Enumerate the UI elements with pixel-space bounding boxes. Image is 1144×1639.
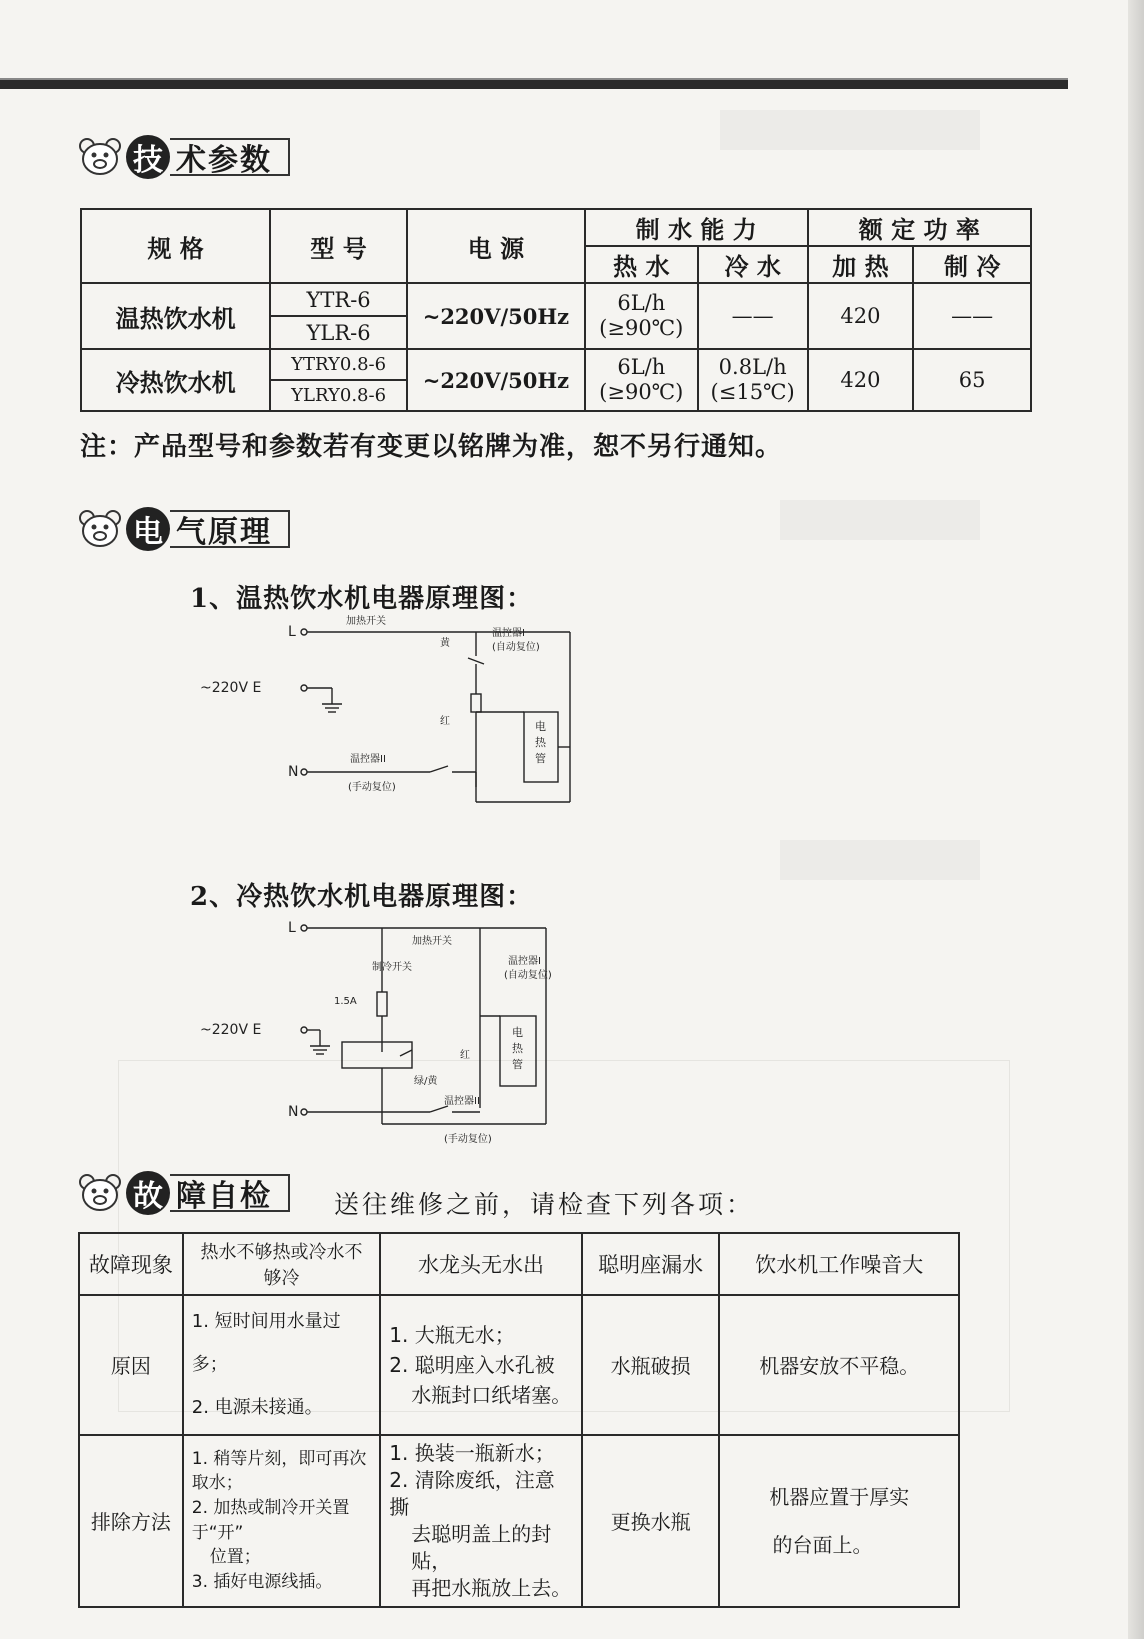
fault-header: 故障现象 xyxy=(79,1233,183,1295)
row-heat: 420 xyxy=(808,283,914,349)
row-model: YLRY0.8-6 xyxy=(270,380,407,411)
label-thermo2-manual: (手动复位) xyxy=(444,1134,492,1145)
label-thermo2-manual: (手动复位) xyxy=(348,782,396,793)
cause-item: 1. 短时间用水量过多； xyxy=(191,1311,341,1376)
cause-item: 水瓶封口纸堵塞。 xyxy=(411,1382,572,1407)
section-badge: 电 xyxy=(126,507,170,551)
label-heat-switch: 加热开关 xyxy=(412,936,452,947)
bleed-through-block xyxy=(780,840,980,880)
check-intro: 送往维修之前，请检查下列各项： xyxy=(334,1190,755,1219)
bear-mascot-icon xyxy=(78,137,122,177)
fix-item: 3. 插好电源线插。 xyxy=(191,1571,333,1592)
row-model: YLR-6 xyxy=(270,316,407,349)
label-tube: 管 xyxy=(512,1058,523,1071)
cause-cell xyxy=(380,1295,582,1435)
fix-item: 机器应置于厚实 xyxy=(769,1484,910,1509)
label-thermo1-auto: (自动复位) xyxy=(504,970,552,981)
label-tube: 管 xyxy=(535,752,546,765)
diagram1-title: 1、温热饮水机电器原理图： xyxy=(190,584,534,614)
header-cool: 制 冷 xyxy=(913,246,1031,283)
fix-item: 的台面上。 xyxy=(772,1532,873,1557)
row-cool: 65 xyxy=(913,349,1031,411)
bear-mascot-icon xyxy=(78,1173,122,1213)
cause-cell xyxy=(183,1295,381,1435)
label-yellow: 黄 xyxy=(440,638,450,649)
label-thermo2: 温控器II xyxy=(350,754,386,765)
label-L: L xyxy=(288,920,296,936)
hot-temp: (≥90℃) xyxy=(599,316,684,340)
top-rule xyxy=(0,80,1068,89)
section-badge: 技 xyxy=(126,135,170,179)
label-tube: 热 xyxy=(512,1042,523,1055)
row-hot xyxy=(585,349,698,411)
row-name: 冷热饮水机 xyxy=(81,349,270,411)
cause-cell: 机器安放不平稳。 xyxy=(719,1295,959,1435)
header-rated-power: 额 定 功 率 xyxy=(808,209,1031,246)
section-heading-elec xyxy=(78,506,290,552)
fix-item: 位置； xyxy=(209,1547,261,1568)
fix-label: 排除方法 xyxy=(79,1435,183,1607)
spec-table xyxy=(80,208,1032,412)
circuit-diagram-2 xyxy=(200,912,620,1152)
hot-rate: 6L/h xyxy=(617,290,666,315)
label-E: ~220V E xyxy=(200,1022,262,1038)
header-spec: 规 格 xyxy=(81,209,270,283)
cause-label: 原因 xyxy=(79,1295,183,1435)
label-fuse: 1.5A xyxy=(334,996,357,1007)
row-cold: —— xyxy=(698,283,808,349)
label-thermo1: 温控器I xyxy=(508,956,541,967)
section-heading-tech xyxy=(78,134,290,180)
label-tube: 电 xyxy=(512,1026,523,1039)
label-cool-switch: 制冷开关 xyxy=(372,962,412,973)
hot-rate: 6L/h xyxy=(617,354,666,379)
fault-header: 水龙头无水出 xyxy=(380,1233,582,1295)
row-model: YTR-6 xyxy=(270,283,407,316)
fix-item: 1. 稍等片刻，即可再次取水； xyxy=(191,1448,367,1494)
section-heading-fault xyxy=(78,1170,290,1216)
label-green-yellow: 绿/黄 xyxy=(414,1076,438,1087)
cold-rate: 0.8L/h xyxy=(718,354,787,379)
section-title: 术参数 xyxy=(170,138,290,176)
row-power: ~220V/50Hz xyxy=(407,283,585,349)
row-cold xyxy=(698,349,808,411)
header-power: 电 源 xyxy=(407,209,585,283)
hot-temp: (≥90℃) xyxy=(599,380,684,404)
row-name: 温热饮水机 xyxy=(81,283,270,349)
fix-item: 去聪明盖上的封贴， xyxy=(411,1521,552,1573)
row-cool: —— xyxy=(913,283,1031,349)
row-hot xyxy=(585,283,698,349)
section-title: 障自检 xyxy=(170,1174,290,1212)
cause-cell: 水瓶破损 xyxy=(582,1295,720,1435)
label-red: 红 xyxy=(440,716,450,727)
circuit-diagram-1 xyxy=(200,612,620,832)
spec-note: 注：产品型号和参数若有变更以铭牌为准，恕不另行通知。 xyxy=(80,432,783,462)
fix-item: 再把水瓶放上去。 xyxy=(411,1575,572,1600)
header-hot: 热 水 xyxy=(585,246,698,283)
bleed-through-block xyxy=(780,500,980,540)
section-title: 气原理 xyxy=(170,510,290,548)
diagram2-title: 2、冷热饮水机电器原理图： xyxy=(190,882,534,912)
fix-item: 1. 换装一瓶新水； xyxy=(389,1440,555,1465)
label-L: L xyxy=(288,624,296,640)
fix-item: 2. 清除废纸，注意撕 xyxy=(389,1467,555,1519)
fix-cell xyxy=(719,1435,959,1607)
fault-header: 聪明座漏水 xyxy=(582,1233,720,1295)
label-tube: 热 xyxy=(535,736,546,749)
fault-header: 饮水机工作噪音大 xyxy=(719,1233,959,1295)
header-cold: 冷 水 xyxy=(698,246,808,283)
fault-table xyxy=(78,1232,960,1608)
label-N: N xyxy=(288,764,299,780)
bear-mascot-icon xyxy=(78,509,122,549)
cause-item: 2. 电源未接通。 xyxy=(191,1397,323,1419)
label-tube: 电 xyxy=(535,720,546,733)
cause-item: 1. 大瓶无水； xyxy=(389,1322,515,1347)
label-thermo1-auto: (自动复位) xyxy=(492,642,540,653)
label-thermo2: 温控器II xyxy=(444,1096,480,1107)
row-heat: 420 xyxy=(808,349,914,411)
label-red: 红 xyxy=(460,1050,470,1061)
page-edge xyxy=(1128,0,1144,1639)
fix-item: 2. 加热或制冷开关置于“开” xyxy=(191,1497,350,1543)
row-model: YTRY0.8-6 xyxy=(270,349,407,380)
header-capacity: 制 水 能 力 xyxy=(585,209,808,246)
cause-item: 2. 聪明座入水孔被 xyxy=(389,1352,555,1377)
section-badge: 故 xyxy=(126,1171,170,1215)
bleed-through-block xyxy=(720,110,980,150)
label-N: N xyxy=(288,1104,299,1120)
fault-header: 热水不够热或冷水不够冷 xyxy=(183,1233,381,1295)
fix-cell: 更换水瓶 xyxy=(582,1435,720,1607)
label-E: ~220V E xyxy=(200,680,262,696)
fix-cell xyxy=(380,1435,582,1607)
cold-temp: (≤15℃) xyxy=(710,380,795,404)
row-power: ~220V/50Hz xyxy=(407,349,585,411)
header-model: 型 号 xyxy=(270,209,407,283)
label-thermo1: 温控器I xyxy=(492,628,525,639)
label-heat-switch: 加热开关 xyxy=(346,616,386,627)
header-heat: 加 热 xyxy=(808,246,914,283)
fix-cell xyxy=(183,1435,381,1607)
